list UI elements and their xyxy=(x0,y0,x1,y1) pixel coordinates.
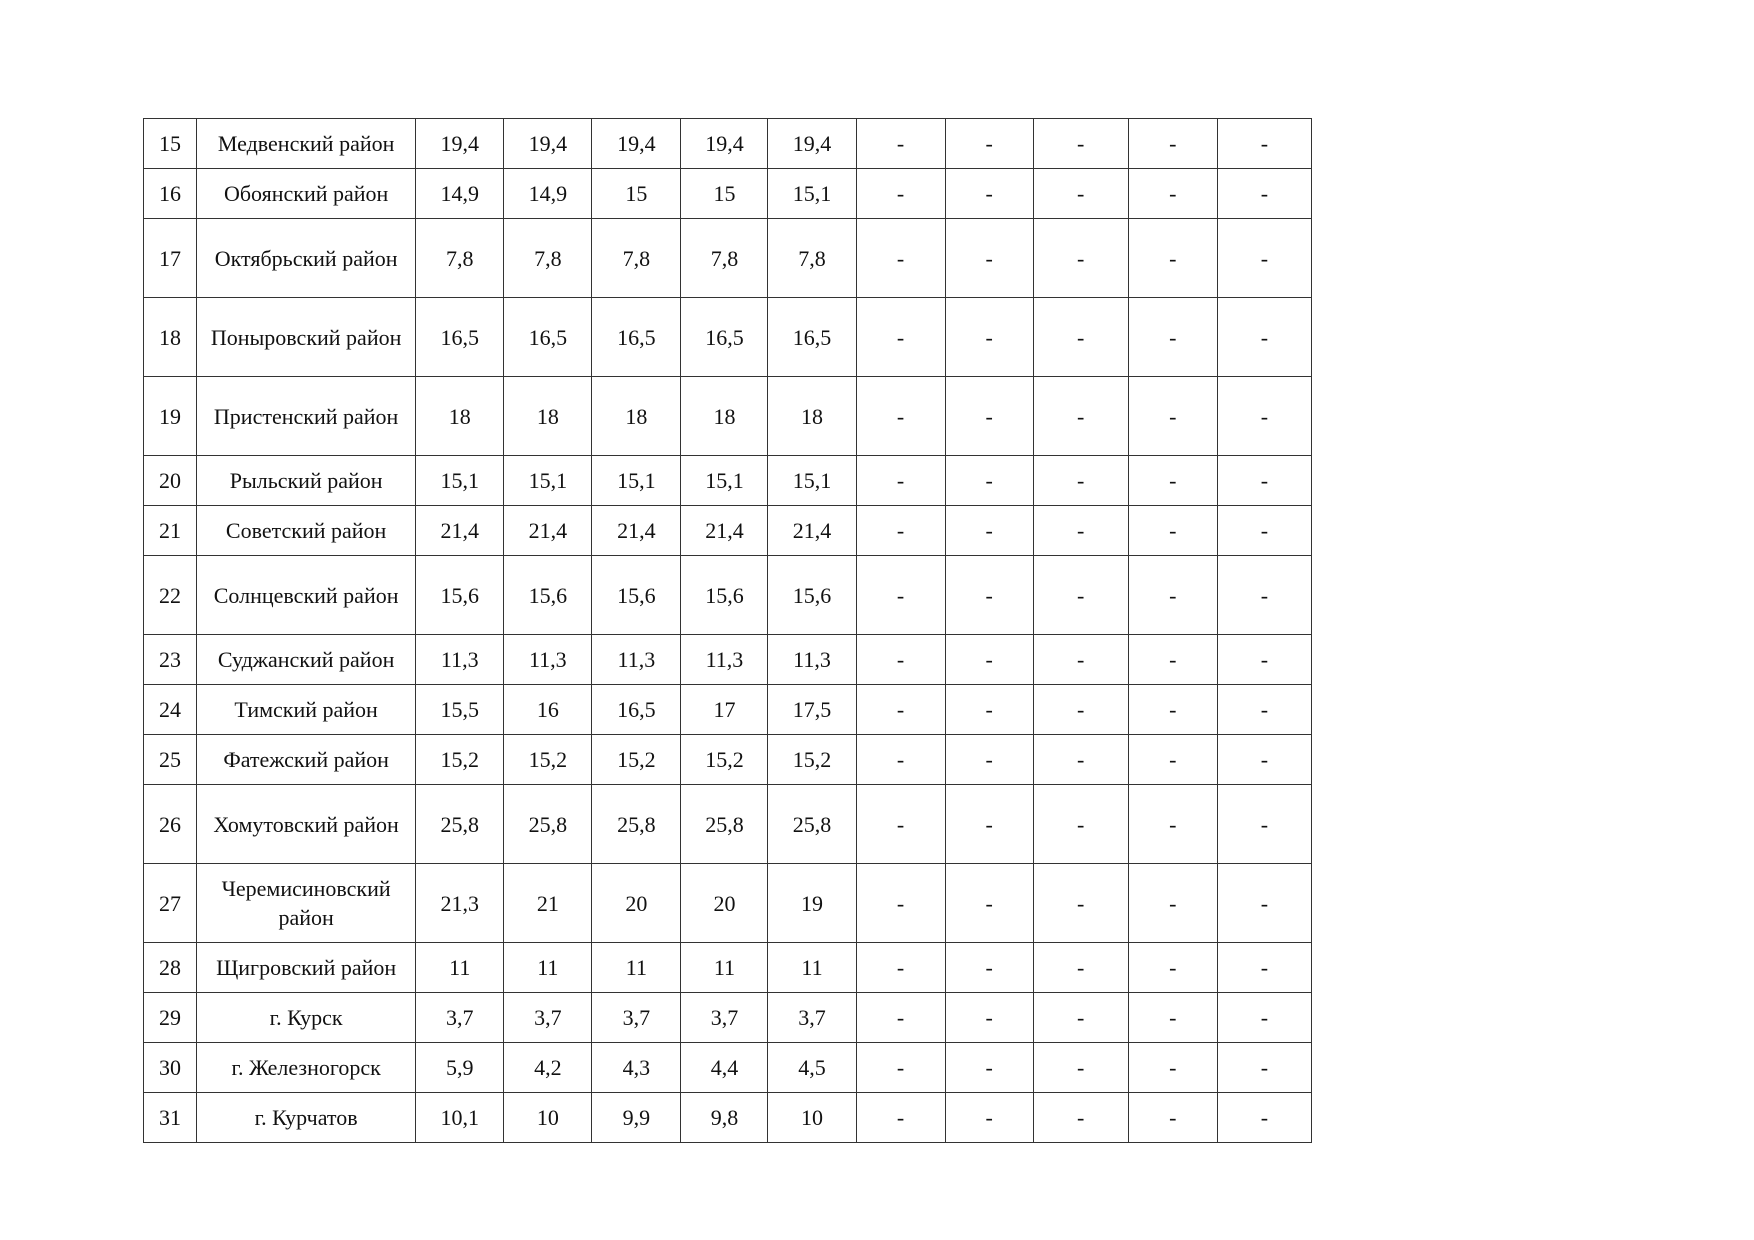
empty-value-cell: - xyxy=(856,685,945,735)
empty-value-cell: - xyxy=(856,298,945,377)
row-number-cell: 27 xyxy=(144,864,197,943)
district-name-cell: Черемисиновский район xyxy=(197,864,416,943)
value-cell: 16,5 xyxy=(416,298,504,377)
value-cell: 16,5 xyxy=(768,298,856,377)
empty-value-cell: - xyxy=(945,735,1033,785)
empty-value-cell: - xyxy=(1217,377,1311,456)
empty-value-cell: - xyxy=(945,635,1033,685)
row-number-cell: 22 xyxy=(144,556,197,635)
value-cell: 21,4 xyxy=(592,506,681,556)
row-number-cell: 17 xyxy=(144,219,197,298)
empty-value-cell: - xyxy=(1033,119,1128,169)
empty-value-cell: - xyxy=(945,993,1033,1043)
value-cell: 7,8 xyxy=(504,219,592,298)
table-row xyxy=(144,1093,1312,1143)
row-number-cell: 18 xyxy=(144,298,197,377)
empty-value-cell: - xyxy=(856,735,945,785)
value-cell: 11 xyxy=(416,943,504,993)
district-name-cell: г. Курчатов xyxy=(197,1093,416,1143)
value-cell: 19,4 xyxy=(681,119,768,169)
value-cell: 14,9 xyxy=(504,169,592,219)
value-cell: 15 xyxy=(592,169,681,219)
district-name-cell: Медвенский район xyxy=(197,119,416,169)
empty-value-cell: - xyxy=(1128,169,1217,219)
empty-value-cell: - xyxy=(1217,506,1311,556)
value-cell: 17,5 xyxy=(768,685,856,735)
value-cell: 15,1 xyxy=(768,456,856,506)
empty-value-cell: - xyxy=(1217,993,1311,1043)
empty-value-cell: - xyxy=(856,219,945,298)
empty-value-cell: - xyxy=(945,864,1033,943)
empty-value-cell: - xyxy=(1217,119,1311,169)
value-cell: 11 xyxy=(592,943,681,993)
value-cell: 18 xyxy=(681,377,768,456)
value-cell: 11,3 xyxy=(504,635,592,685)
value-cell: 19 xyxy=(768,864,856,943)
value-cell: 15,5 xyxy=(416,685,504,735)
empty-value-cell: - xyxy=(1128,1093,1217,1143)
value-cell: 14,9 xyxy=(416,169,504,219)
row-number-cell: 16 xyxy=(144,169,197,219)
empty-value-cell: - xyxy=(1033,219,1128,298)
table-row xyxy=(144,456,1312,506)
empty-value-cell: - xyxy=(1217,1043,1311,1093)
value-cell: 7,8 xyxy=(592,219,681,298)
value-cell: 3,7 xyxy=(592,993,681,1043)
empty-value-cell: - xyxy=(945,298,1033,377)
value-cell: 15,2 xyxy=(592,735,681,785)
value-cell: 25,8 xyxy=(681,785,768,864)
district-name-cell: Поныровский район xyxy=(197,298,416,377)
value-cell: 15,2 xyxy=(416,735,504,785)
value-cell: 17 xyxy=(681,685,768,735)
value-cell: 15 xyxy=(681,169,768,219)
empty-value-cell: - xyxy=(1033,1093,1128,1143)
row-number-cell: 21 xyxy=(144,506,197,556)
value-cell: 19,4 xyxy=(592,119,681,169)
empty-value-cell: - xyxy=(1033,1043,1128,1093)
value-cell: 25,8 xyxy=(416,785,504,864)
empty-value-cell: - xyxy=(856,943,945,993)
row-number-cell: 29 xyxy=(144,993,197,1043)
value-cell: 25,8 xyxy=(768,785,856,864)
value-cell: 21,4 xyxy=(504,506,592,556)
value-cell: 15,2 xyxy=(681,735,768,785)
district-data-table xyxy=(143,118,1312,1143)
empty-value-cell: - xyxy=(1033,864,1128,943)
value-cell: 20 xyxy=(592,864,681,943)
row-number-cell: 30 xyxy=(144,1043,197,1093)
row-number-cell: 31 xyxy=(144,1093,197,1143)
district-name-cell: Фатежский район xyxy=(197,735,416,785)
value-cell: 4,3 xyxy=(592,1043,681,1093)
empty-value-cell: - xyxy=(856,785,945,864)
empty-value-cell: - xyxy=(1128,456,1217,506)
empty-value-cell: - xyxy=(945,785,1033,864)
row-number-cell: 24 xyxy=(144,685,197,735)
empty-value-cell: - xyxy=(945,377,1033,456)
district-name-cell: Пристенский район xyxy=(197,377,416,456)
empty-value-cell: - xyxy=(1217,943,1311,993)
value-cell: 15,6 xyxy=(768,556,856,635)
value-cell: 5,9 xyxy=(416,1043,504,1093)
table-row xyxy=(144,556,1312,635)
district-name-cell: Октябрьский район xyxy=(197,219,416,298)
district-name-cell: г. Железногорск xyxy=(197,1043,416,1093)
district-name-cell: Хомутовский район xyxy=(197,785,416,864)
district-name-cell: Обоянский район xyxy=(197,169,416,219)
table-row xyxy=(144,119,1312,169)
empty-value-cell: - xyxy=(1128,298,1217,377)
district-name-cell: Щигровский район xyxy=(197,943,416,993)
row-number-cell: 25 xyxy=(144,735,197,785)
empty-value-cell: - xyxy=(856,1093,945,1143)
empty-value-cell: - xyxy=(1033,456,1128,506)
empty-value-cell: - xyxy=(1128,556,1217,635)
value-cell: 18 xyxy=(768,377,856,456)
empty-value-cell: - xyxy=(1033,635,1128,685)
value-cell: 4,4 xyxy=(681,1043,768,1093)
value-cell: 15,2 xyxy=(768,735,856,785)
district-name-cell: Тимский район xyxy=(197,685,416,735)
value-cell: 11 xyxy=(681,943,768,993)
value-cell: 21 xyxy=(504,864,592,943)
empty-value-cell: - xyxy=(856,864,945,943)
table-row xyxy=(144,506,1312,556)
empty-value-cell: - xyxy=(945,506,1033,556)
empty-value-cell: - xyxy=(1217,864,1311,943)
empty-value-cell: - xyxy=(1128,993,1217,1043)
table-row xyxy=(144,993,1312,1043)
value-cell: 15,1 xyxy=(592,456,681,506)
value-cell: 3,7 xyxy=(681,993,768,1043)
empty-value-cell: - xyxy=(1033,685,1128,735)
value-cell: 25,8 xyxy=(504,785,592,864)
value-cell: 21,3 xyxy=(416,864,504,943)
value-cell: 3,7 xyxy=(768,993,856,1043)
value-cell: 18 xyxy=(416,377,504,456)
row-number-cell: 28 xyxy=(144,943,197,993)
empty-value-cell: - xyxy=(1217,169,1311,219)
empty-value-cell: - xyxy=(945,1043,1033,1093)
value-cell: 15,1 xyxy=(681,456,768,506)
empty-value-cell: - xyxy=(1217,456,1311,506)
table-row xyxy=(144,943,1312,993)
value-cell: 11,3 xyxy=(416,635,504,685)
empty-value-cell: - xyxy=(1128,785,1217,864)
empty-value-cell: - xyxy=(1217,556,1311,635)
empty-value-cell: - xyxy=(1217,635,1311,685)
empty-value-cell: - xyxy=(1128,735,1217,785)
value-cell: 21,4 xyxy=(768,506,856,556)
table-row xyxy=(144,298,1312,377)
empty-value-cell: - xyxy=(1033,506,1128,556)
empty-value-cell: - xyxy=(1128,635,1217,685)
table-row xyxy=(144,735,1312,785)
table-row xyxy=(144,864,1312,943)
value-cell: 3,7 xyxy=(416,993,504,1043)
empty-value-cell: - xyxy=(856,1043,945,1093)
value-cell: 15,1 xyxy=(768,169,856,219)
empty-value-cell: - xyxy=(856,456,945,506)
empty-value-cell: - xyxy=(1128,219,1217,298)
empty-value-cell: - xyxy=(1128,506,1217,556)
value-cell: 10 xyxy=(768,1093,856,1143)
empty-value-cell: - xyxy=(945,685,1033,735)
empty-value-cell: - xyxy=(856,556,945,635)
value-cell: 19,4 xyxy=(416,119,504,169)
empty-value-cell: - xyxy=(856,119,945,169)
value-cell: 3,7 xyxy=(504,993,592,1043)
value-cell: 11,3 xyxy=(681,635,768,685)
value-cell: 19,4 xyxy=(768,119,856,169)
empty-value-cell: - xyxy=(1033,556,1128,635)
row-number-cell: 15 xyxy=(144,119,197,169)
empty-value-cell: - xyxy=(856,169,945,219)
row-number-cell: 20 xyxy=(144,456,197,506)
value-cell: 16,5 xyxy=(592,685,681,735)
empty-value-cell: - xyxy=(945,119,1033,169)
value-cell: 15,6 xyxy=(416,556,504,635)
district-name-cell: Советский район xyxy=(197,506,416,556)
district-name-cell: г. Курск xyxy=(197,993,416,1043)
table-row xyxy=(144,785,1312,864)
value-cell: 9,8 xyxy=(681,1093,768,1143)
empty-value-cell: - xyxy=(945,456,1033,506)
empty-value-cell: - xyxy=(1033,943,1128,993)
empty-value-cell: - xyxy=(945,169,1033,219)
empty-value-cell: - xyxy=(945,556,1033,635)
table-row xyxy=(144,219,1312,298)
table-row xyxy=(144,169,1312,219)
value-cell: 16,5 xyxy=(681,298,768,377)
district-name-cell: Солнцевский район xyxy=(197,556,416,635)
empty-value-cell: - xyxy=(1033,735,1128,785)
value-cell: 18 xyxy=(592,377,681,456)
empty-value-cell: - xyxy=(1217,1093,1311,1143)
empty-value-cell: - xyxy=(1128,685,1217,735)
table-row xyxy=(144,685,1312,735)
district-name-cell: Суджанский район xyxy=(197,635,416,685)
empty-value-cell: - xyxy=(1128,1043,1217,1093)
value-cell: 18 xyxy=(504,377,592,456)
value-cell: 16 xyxy=(504,685,592,735)
value-cell: 7,8 xyxy=(681,219,768,298)
empty-value-cell: - xyxy=(1128,377,1217,456)
value-cell: 21,4 xyxy=(416,506,504,556)
empty-value-cell: - xyxy=(1128,119,1217,169)
value-cell: 7,8 xyxy=(416,219,504,298)
value-cell: 16,5 xyxy=(592,298,681,377)
value-cell: 15,2 xyxy=(504,735,592,785)
table-row xyxy=(144,377,1312,456)
empty-value-cell: - xyxy=(945,1093,1033,1143)
value-cell: 10 xyxy=(504,1093,592,1143)
value-cell: 15,1 xyxy=(416,456,504,506)
empty-value-cell: - xyxy=(856,993,945,1043)
empty-value-cell: - xyxy=(856,377,945,456)
empty-value-cell: - xyxy=(1033,377,1128,456)
empty-value-cell: - xyxy=(945,219,1033,298)
table-row xyxy=(144,1043,1312,1093)
value-cell: 4,5 xyxy=(768,1043,856,1093)
empty-value-cell: - xyxy=(1217,298,1311,377)
value-cell: 20 xyxy=(681,864,768,943)
empty-value-cell: - xyxy=(1128,943,1217,993)
value-cell: 15,1 xyxy=(504,456,592,506)
value-cell: 19,4 xyxy=(504,119,592,169)
value-cell: 25,8 xyxy=(592,785,681,864)
table-row xyxy=(144,635,1312,685)
district-name-cell: Рыльский район xyxy=(197,456,416,506)
empty-value-cell: - xyxy=(1217,685,1311,735)
empty-value-cell: - xyxy=(1217,735,1311,785)
empty-value-cell: - xyxy=(945,943,1033,993)
empty-value-cell: - xyxy=(1033,298,1128,377)
empty-value-cell: - xyxy=(856,635,945,685)
value-cell: 10,1 xyxy=(416,1093,504,1143)
empty-value-cell: - xyxy=(1128,864,1217,943)
value-cell: 15,6 xyxy=(681,556,768,635)
value-cell: 15,6 xyxy=(592,556,681,635)
row-number-cell: 23 xyxy=(144,635,197,685)
value-cell: 11,3 xyxy=(592,635,681,685)
empty-value-cell: - xyxy=(1217,219,1311,298)
empty-value-cell: - xyxy=(1033,785,1128,864)
value-cell: 16,5 xyxy=(504,298,592,377)
empty-value-cell: - xyxy=(1217,785,1311,864)
value-cell: 11 xyxy=(504,943,592,993)
value-cell: 4,2 xyxy=(504,1043,592,1093)
value-cell: 11,3 xyxy=(768,635,856,685)
row-number-cell: 19 xyxy=(144,377,197,456)
empty-value-cell: - xyxy=(1033,169,1128,219)
empty-value-cell: - xyxy=(1033,993,1128,1043)
empty-value-cell: - xyxy=(856,506,945,556)
row-number-cell: 26 xyxy=(144,785,197,864)
value-cell: 9,9 xyxy=(592,1093,681,1143)
value-cell: 7,8 xyxy=(768,219,856,298)
value-cell: 11 xyxy=(768,943,856,993)
value-cell: 15,6 xyxy=(504,556,592,635)
value-cell: 21,4 xyxy=(681,506,768,556)
